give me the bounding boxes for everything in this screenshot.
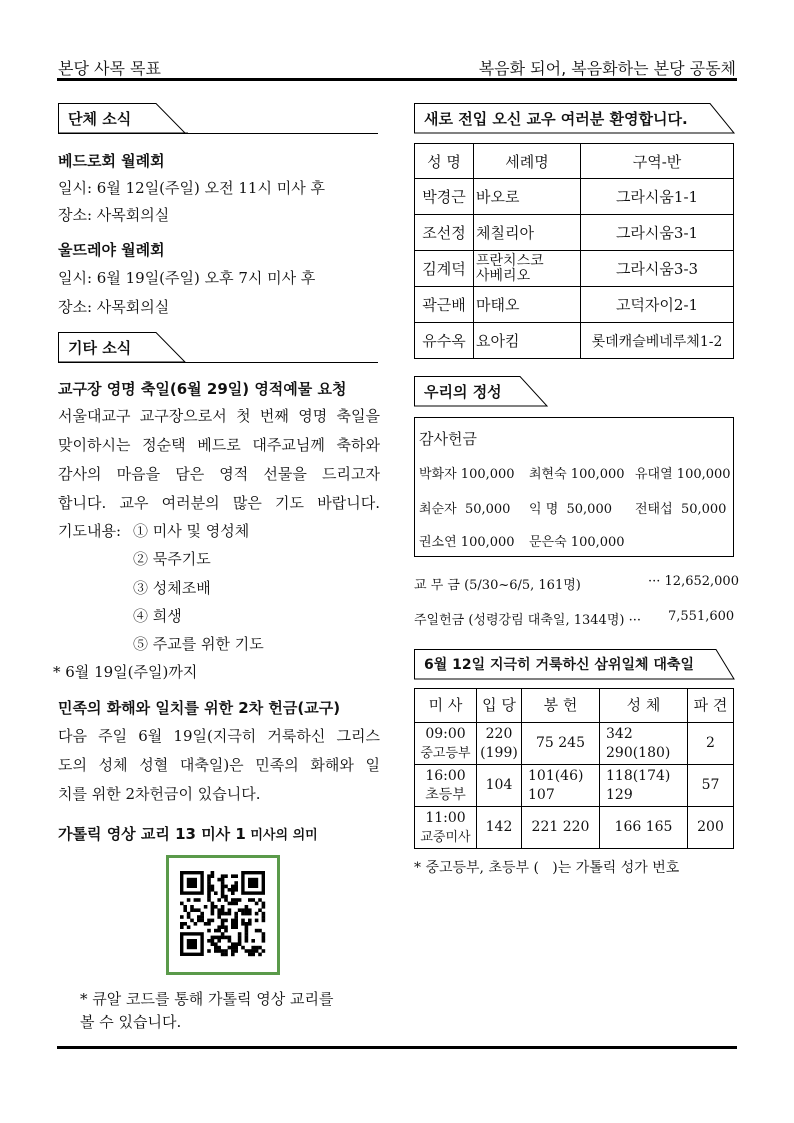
donor: 최현숙 100,000	[529, 467, 625, 482]
newcomer-baptism: 프란치스코 사베리오	[474, 251, 581, 287]
donor: 익 명 50,000	[529, 502, 613, 517]
newcomer-name: 조선정	[415, 215, 474, 251]
collection-line: 도의 성체 성혈 대축일)은 민족의 화해와 일	[58, 756, 380, 774]
mass-cell	[415, 765, 477, 807]
mass-entry: 104	[477, 765, 522, 807]
sunday-amount: 7,551,600	[668, 609, 735, 624]
welcome-tab	[414, 103, 736, 133]
donor: 문은숙 100,000	[529, 535, 625, 550]
newcomer-baptism: 마태오	[474, 287, 581, 323]
group2-title: 울뜨레야 월례회	[58, 241, 165, 259]
mass-entry: 142	[477, 807, 522, 849]
feast-line: 맞이하시는 정순택 베드로 대주교님께 축하와	[58, 436, 380, 454]
prayer-item: ③ 성체조배	[133, 579, 211, 597]
newcomer-baptism: 요아킴	[474, 323, 581, 359]
mass-comm: 166 165	[600, 807, 688, 849]
mass-dismiss: 57	[688, 765, 734, 807]
prayer-label: 기도내용:	[58, 522, 122, 540]
mass-table	[414, 688, 734, 849]
mass-time: 11:00	[425, 809, 466, 826]
table-row	[415, 323, 734, 359]
mass-dismiss: 200	[688, 807, 734, 849]
group1-when: 일시: 6월 12일(주일) 오전 11시 미사 후	[58, 179, 325, 197]
mass-comm-sub: 290(180)	[606, 744, 671, 761]
newcomer-district: 고덕자이2-1	[581, 287, 734, 323]
newcomers-header: 성 명	[415, 144, 474, 179]
table-row	[415, 251, 734, 287]
qr-code[interactable]	[166, 855, 280, 975]
qr-code-icon	[169, 858, 277, 972]
mass-note: * 중고등부, 초등부 ( )는 가톨릭 성가 번호	[414, 860, 680, 876]
video-title-sub: 미사의 의미	[245, 828, 318, 843]
table-row	[415, 723, 734, 765]
collection-line: 다음 주일 6월 19일(지극히 거룩하신 그리스	[58, 727, 380, 745]
mass-header: 파 견	[688, 689, 734, 723]
sunday-label: 주일헌금 (성령강림 대축일, 1344명) ···	[414, 613, 641, 628]
mass-name: 교중미사	[420, 829, 471, 845]
newcomers-header-row	[415, 144, 734, 179]
mass-name: 초등부	[425, 786, 466, 803]
mass-entry-sub: (199)	[480, 744, 518, 761]
footer-rule	[57, 1046, 737, 1049]
mass-entry: 220	[485, 725, 513, 742]
mass-header: 성 체	[600, 689, 688, 723]
newcomer-baptism: 체칠리아	[474, 215, 581, 251]
newcomer-name: 박경근	[415, 179, 474, 215]
offering-tab-label: 우리의 정성	[424, 383, 502, 401]
newcomer-baptism: 바오로	[474, 179, 581, 215]
table-row	[415, 287, 734, 323]
due-amount: ··· 12,652,000	[648, 574, 739, 589]
mass-offer: 75 245	[522, 723, 600, 765]
group-news-rule	[58, 133, 378, 134]
group-news-tab-label: 단체 소식	[68, 110, 132, 128]
prayer-item: ④ 희생	[133, 607, 182, 625]
video-title-main: 가톨릭 영상 교리 13 미사 1	[58, 825, 246, 843]
header-left: 본당 사목 목표	[58, 59, 161, 78]
group2-when: 일시: 6월 19일(주일) 오후 7시 미사 후	[58, 269, 316, 287]
mass-tab-label: 6월 12일 지극히 거룩하신 삼위일체 대축일	[424, 657, 694, 673]
mass-offer: 221 220	[522, 807, 600, 849]
newcomer-district: 그라시움3-1	[581, 215, 734, 251]
collection-line: 치를 위한 2차헌금이 있습니다.	[58, 785, 261, 803]
mass-comm-sub: 129	[606, 786, 633, 803]
group-news-tab	[58, 103, 188, 133]
donor: 권소연 100,000	[419, 535, 515, 550]
mass-offer-sub: 107	[528, 786, 555, 803]
feast-deadline: * 6월 19일(주일)까지	[53, 663, 198, 681]
mass-offer: 101(46)	[528, 767, 584, 784]
feast-title: 교구장 영명 축일(6월 29일) 영적예물 요청	[58, 380, 347, 398]
video-title	[58, 823, 318, 844]
mass-name: 중고등부	[420, 745, 471, 761]
donor: 최순자 50,000	[419, 502, 511, 517]
table-row	[415, 765, 734, 807]
donor: 유대열 100,000	[635, 467, 731, 482]
thanks-box	[414, 417, 734, 557]
feast-body	[58, 402, 380, 518]
feast-line: 서울대교구 교구장으로서 첫 번째 영명 축일을	[58, 407, 380, 425]
mass-tab	[414, 649, 736, 679]
mass-cell	[600, 765, 688, 807]
prayer-item: ⑤ 주교를 위한 기도	[133, 635, 264, 653]
newcomer-district: 그라시움1-1	[581, 179, 734, 215]
group2-where: 장소: 사목회의실	[58, 298, 170, 316]
newcomer-name: 유수옥	[415, 323, 474, 359]
feast-line: 합니다. 교우 여러분의 많은 기도 바랍니다.	[58, 494, 380, 512]
video-note-line1: * 큐알 코드를 통해 가톨릭 영상 교리를	[80, 990, 334, 1008]
group1-title: 베드로회 월례회	[58, 152, 165, 170]
donor: 전태섭 50,000	[635, 502, 727, 517]
mass-cell	[415, 723, 477, 765]
group1-where: 장소: 사목회의실	[58, 206, 170, 224]
table-row	[415, 179, 734, 215]
table-row	[415, 807, 734, 849]
table-row	[415, 215, 734, 251]
prayer-item: ① 미사 및 영성체	[133, 522, 250, 540]
other-news-tab-label: 기타 소식	[68, 339, 132, 357]
donor: 박화자 100,000	[419, 467, 515, 482]
mass-time: 09:00	[425, 725, 466, 742]
welcome-tab-label: 새로 전입 오신 교우 여러분 환영합니다.	[424, 110, 688, 128]
thanks-title: 감사헌금	[419, 430, 477, 448]
mass-comm: 342	[606, 725, 633, 742]
feast-line: 감사의 마음을 담은 영적 선물을 드리고자	[58, 465, 380, 483]
newcomer-name: 김계덕	[415, 251, 474, 287]
prayer-item: ② 묵주기도	[133, 550, 211, 568]
mass-cell	[522, 765, 600, 807]
collection-body	[58, 722, 380, 809]
newcomers-table	[414, 143, 734, 359]
newcomer-district: 그라시움3-3	[581, 251, 734, 287]
mass-comm: 118(174)	[606, 767, 671, 784]
other-news-rule	[58, 362, 378, 363]
mass-header: 미 사	[415, 689, 477, 723]
collection-title: 민족의 화해와 일치를 위한 2차 헌금(교구)	[58, 699, 341, 717]
mass-header-row	[415, 689, 734, 723]
header-rule	[57, 78, 737, 81]
mass-cell	[477, 723, 522, 765]
other-news-tab	[58, 332, 188, 362]
newcomers-header: 구역-반	[581, 144, 734, 179]
header-right: 복음화 되어, 복음화하는 본당 공동체	[478, 59, 736, 78]
mass-cell	[600, 723, 688, 765]
mass-cell	[415, 807, 477, 849]
video-note-line2: 볼 수 있습니다.	[80, 1013, 182, 1031]
mass-header: 봉 헌	[522, 689, 600, 723]
offering-tab	[414, 376, 550, 406]
mass-dismiss: 2	[688, 723, 734, 765]
newcomer-name: 곽근배	[415, 287, 474, 323]
newcomers-header: 세례명	[474, 144, 581, 179]
mass-time: 16:00	[425, 767, 466, 784]
newcomer-district: 롯데캐슬베네루체1-2	[581, 323, 734, 359]
mass-header: 입 당	[477, 689, 522, 723]
due-label: 교 무 금 (5/30~6/5, 161명)	[414, 578, 581, 593]
